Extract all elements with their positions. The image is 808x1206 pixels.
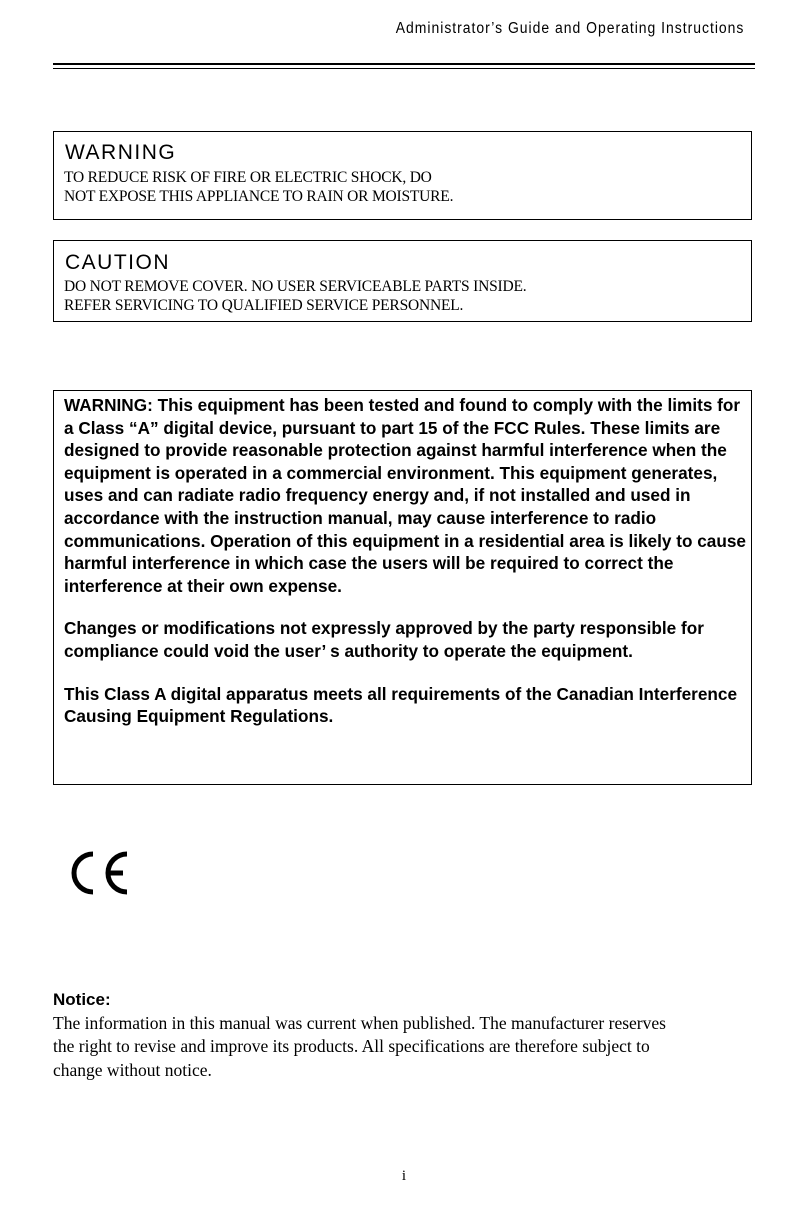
notice-body [53, 1012, 753, 1082]
notice-line: change without notice. [53, 1060, 212, 1080]
document-header-title: Administrator’s Guide and Operating Instructions [395, 20, 744, 37]
notice-heading: Notice: [53, 990, 111, 1009]
header-rule-thick [53, 63, 755, 65]
warning-heading: WARNING [65, 141, 177, 164]
caution-box [53, 240, 752, 322]
fcc-paragraph: Changes or modifications not expressly approved by the party responsible for compliance could void the user’ s authority to operate the equipment. [64, 618, 704, 661]
ce-mark-icon [67, 848, 131, 898]
caution-line: REFER SERVICING TO QUALIFIED SERVICE PERSONNEL. [64, 297, 464, 314]
warning-line: TO REDUCE RISK OF FIRE OR ELECTRIC SHOCK, DO [64, 169, 432, 186]
warning-box [53, 131, 752, 220]
notice-line: the right to revise and improve its products. All specifications are therefore subject to [53, 1036, 650, 1056]
fcc-compliance-box [53, 390, 752, 785]
fcc-compliance-text [64, 394, 748, 748]
fcc-paragraph: This Class A digital apparatus meets all requirements of the Canadian Interference Causing Equipment Regulations. [64, 683, 738, 727]
notice-line: The information in this manual was current when published. The manufacturer reserves [53, 1013, 666, 1033]
caution-line: DO NOT REMOVE COVER. NO USER SERVICEABLE PARTS INSIDE. [64, 278, 527, 295]
page-number: i [401, 1168, 407, 1184]
fcc-paragraph: WARNING: This equipment has been tested and found to comply with the limits for a Class “A” digital device, pursuant to part 15 of the FCC Rules. These limits are designed to provide reasonable protection against harmful interference when the equipment is operated in a commercial environment. This equipment generates, uses and can radiate radio frequency energy and, if not installed and used in accordance with the instruction manual, may cause interference to radio communications. Operation of this equipment in a residential area is likely to cause harmful interference in which case the users will be required to correct the interference at their own expense. [64, 395, 746, 596]
header-rule-thin [53, 68, 755, 69]
caution-heading: CAUTION [65, 251, 170, 274]
warning-line: NOT EXPOSE THIS APPLIANCE TO RAIN OR MOISTURE. [64, 188, 454, 205]
